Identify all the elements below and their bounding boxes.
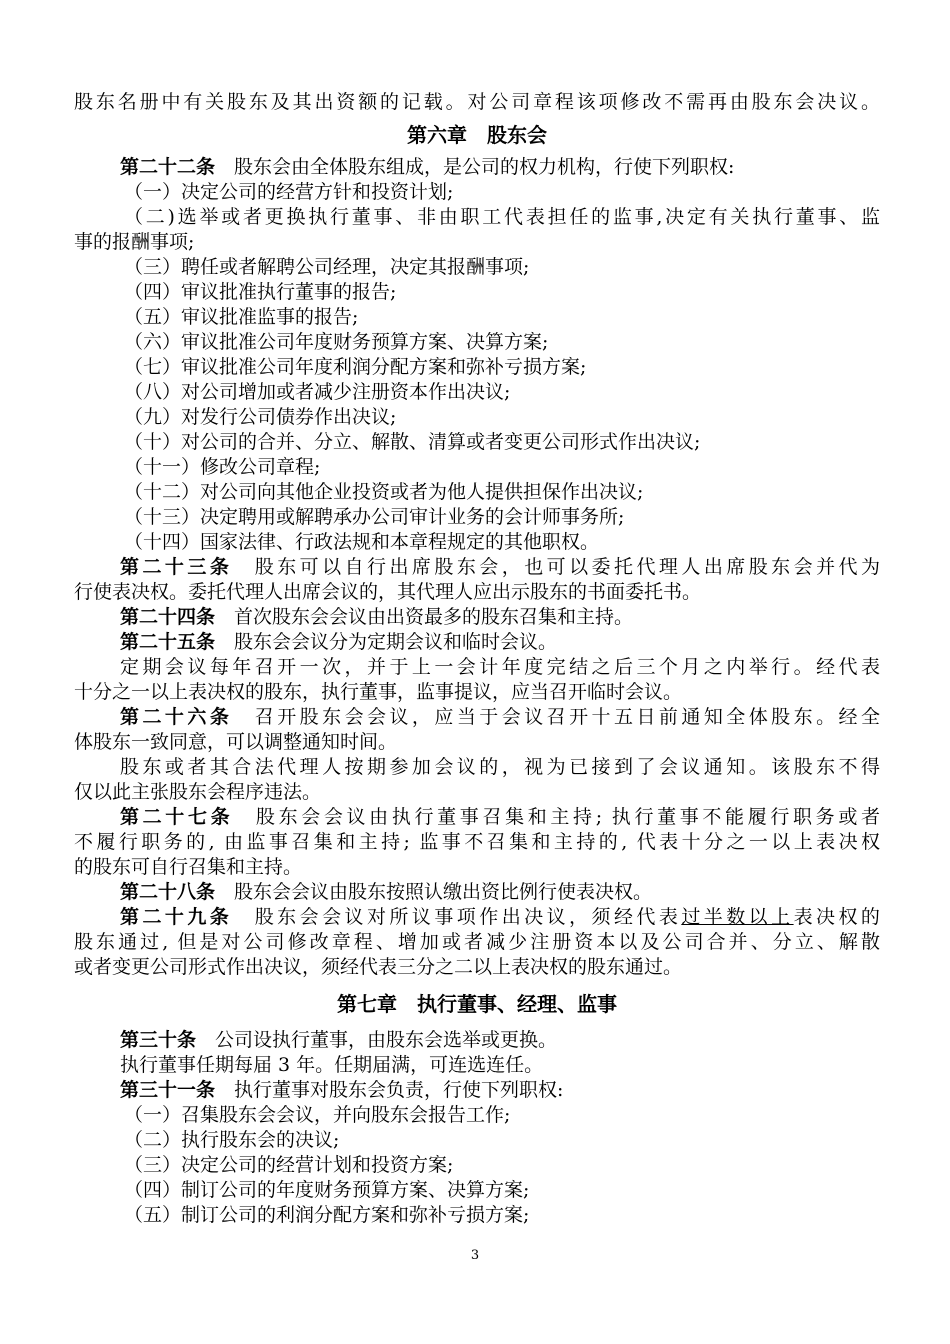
article-label: 第二十三条: [120, 556, 233, 578]
list-item: （十三）决定聘用或解聘承办公司审计业务的会计师事务所;: [124, 506, 625, 528]
paragraph-continued: 仅以此主张股东会程序违法。: [74, 781, 322, 803]
list-item: （六）审议批准公司年度财务预算方案、决算方案;: [124, 331, 549, 353]
list-item: （十二）对公司向其他企业投资或者为他人提供担保作出决议;: [124, 481, 644, 503]
list-item: （四）审议批准执行董事的报告;: [124, 281, 397, 303]
article-text: 股东会由全体股东组成，是公司的权力机构，行使下列职权:: [234, 156, 735, 178]
article-26: [74, 705, 880, 730]
article-22: [74, 155, 880, 180]
article-text: 股东会会议分为定期会议和临时会议。: [234, 631, 558, 653]
article-24: [74, 605, 880, 630]
underlined-text: 过半数以上: [681, 906, 794, 928]
list-item: （五）制订公司的利润分配方案和弥补亏损方案;: [124, 1204, 530, 1226]
paragraph-continued: 十分之一以上表决权的股东，执行董事，监事提议，应当召开临时会议。: [74, 681, 683, 703]
chapter-6-heading: 第六章 股东会: [407, 123, 547, 147]
article-label: 第二十六条: [120, 706, 233, 728]
list-item: （十）对公司的合并、分立、解散、清算或者变更公司形式作出决议;: [124, 431, 701, 453]
article-label: 第二十四条: [120, 606, 216, 628]
article-text-continued: 或者变更公司形式作出决议，须经代表三分之二以上表决权的股东通过。: [74, 956, 683, 978]
article-text-continued: 不履行职务的, 由监事召集和主持; 监事不召集和主持的, 代表十分之一以上表决权: [74, 831, 880, 853]
list-item: （五）审议批准监事的报告;: [124, 306, 359, 328]
article-text: 公司设执行董事，由股东会选举或更换。: [215, 1029, 558, 1051]
article-31: [74, 1078, 880, 1103]
article-text: 股东会会议对所议事项作出决议，须经代表: [254, 906, 682, 928]
paragraph: 执行董事任期每届 3 年。任期届满，可连选连任。: [120, 1054, 544, 1076]
list-item: （三）聘任或者解聘公司经理，决定其报酬事项;: [124, 256, 530, 278]
article-text-continued: 行使表决权。委托代理人出席会议的，其代理人应出示股东的书面委托书。: [74, 581, 702, 603]
article-text-continued: 的股东可自行召集和主持。: [74, 856, 303, 878]
article-label: 第二十七条: [120, 806, 234, 828]
chapter-7-heading: 第七章 执行董事、经理、监事: [337, 992, 617, 1016]
article-29: [74, 905, 880, 930]
list-item: （二）执行股东会的决议;: [124, 1129, 340, 1151]
article-text: 股东会会议由执行董事召集和主持; 执行董事不能履行职务或者: [255, 806, 880, 828]
list-item: （三）决定公司的经营计划和投资方案;: [124, 1154, 454, 1176]
article-text: 执行董事对股东会负责，行使下列职权:: [234, 1079, 564, 1101]
paragraph: 股东或者其合法代理人按期参加会议的，视为已接到了会议通知。该股东不得: [120, 756, 880, 778]
article-30: [74, 1028, 880, 1053]
article-label: 第二十九条: [120, 906, 233, 928]
list-item: （八）对公司增加或者减少注册资本作出决议;: [124, 381, 511, 403]
list-item: （九）对发行公司债券作出决议;: [124, 406, 397, 428]
article-label: 第二十二条: [120, 156, 216, 178]
article-text: 股东可以自行出席股东会，也可以委托代理人出席股东会并代为: [254, 556, 880, 578]
article-text: 召开股东会会议，应当于会议召开十五日前通知全体股东。经全: [254, 706, 880, 728]
page-number: 3: [470, 1248, 480, 1263]
article-label: 第二十五条: [120, 631, 216, 653]
article-28: [74, 880, 880, 905]
article-label: 第二十八条: [120, 881, 216, 903]
article-text: 首次股东会会议由出资最多的股东召集和主持。: [234, 606, 634, 628]
article-23: [74, 555, 880, 580]
article-text: 表决权的: [793, 906, 880, 928]
list-item: （十四）国家法律、行政法规和本章程规定的其他职权。: [124, 531, 600, 553]
article-label: 第三十一条: [120, 1079, 216, 1101]
article-25: [74, 630, 880, 655]
list-item: （一）决定公司的经营方针和投资计划;: [124, 181, 454, 203]
article-27: [74, 805, 880, 830]
list-item: （七）审议批准公司年度利润分配方案和弥补亏损方案;: [124, 356, 587, 378]
list-item-continued: 事的报酬事项;: [74, 231, 195, 253]
list-item: （四）制订公司的年度财务预算方案、决算方案;: [124, 1179, 530, 1201]
document-page: [74, 90, 880, 1228]
list-item: （一）召集股东会会议，并向股东会报告工作;: [124, 1104, 511, 1126]
article-label: 第三十条: [120, 1029, 197, 1051]
paragraph: 定期会议每年召开一次，并于上一会计年度完结之后三个月之内举行。经代表: [120, 656, 880, 678]
article-text: 股东会会议由股东按照认缴出资比例行使表决权。: [234, 881, 653, 903]
list-item: （十一）修改公司章程;: [124, 456, 321, 478]
article-text-continued: 体股东一致同意，可以调整通知时间。: [74, 731, 398, 753]
text-line: 股东名册中有关股东及其出资额的记载。对公司章程该项修改不需再由股东会决议。: [74, 91, 880, 113]
list-item: （二)选举或者更换执行董事、非由职工代表担任的监事,决定有关执行董事、监: [124, 206, 880, 228]
article-text-continued: 股东通过, 但是对公司修改章程、增加或者减少注册资本以及公司合并、分立、解散: [74, 931, 880, 953]
